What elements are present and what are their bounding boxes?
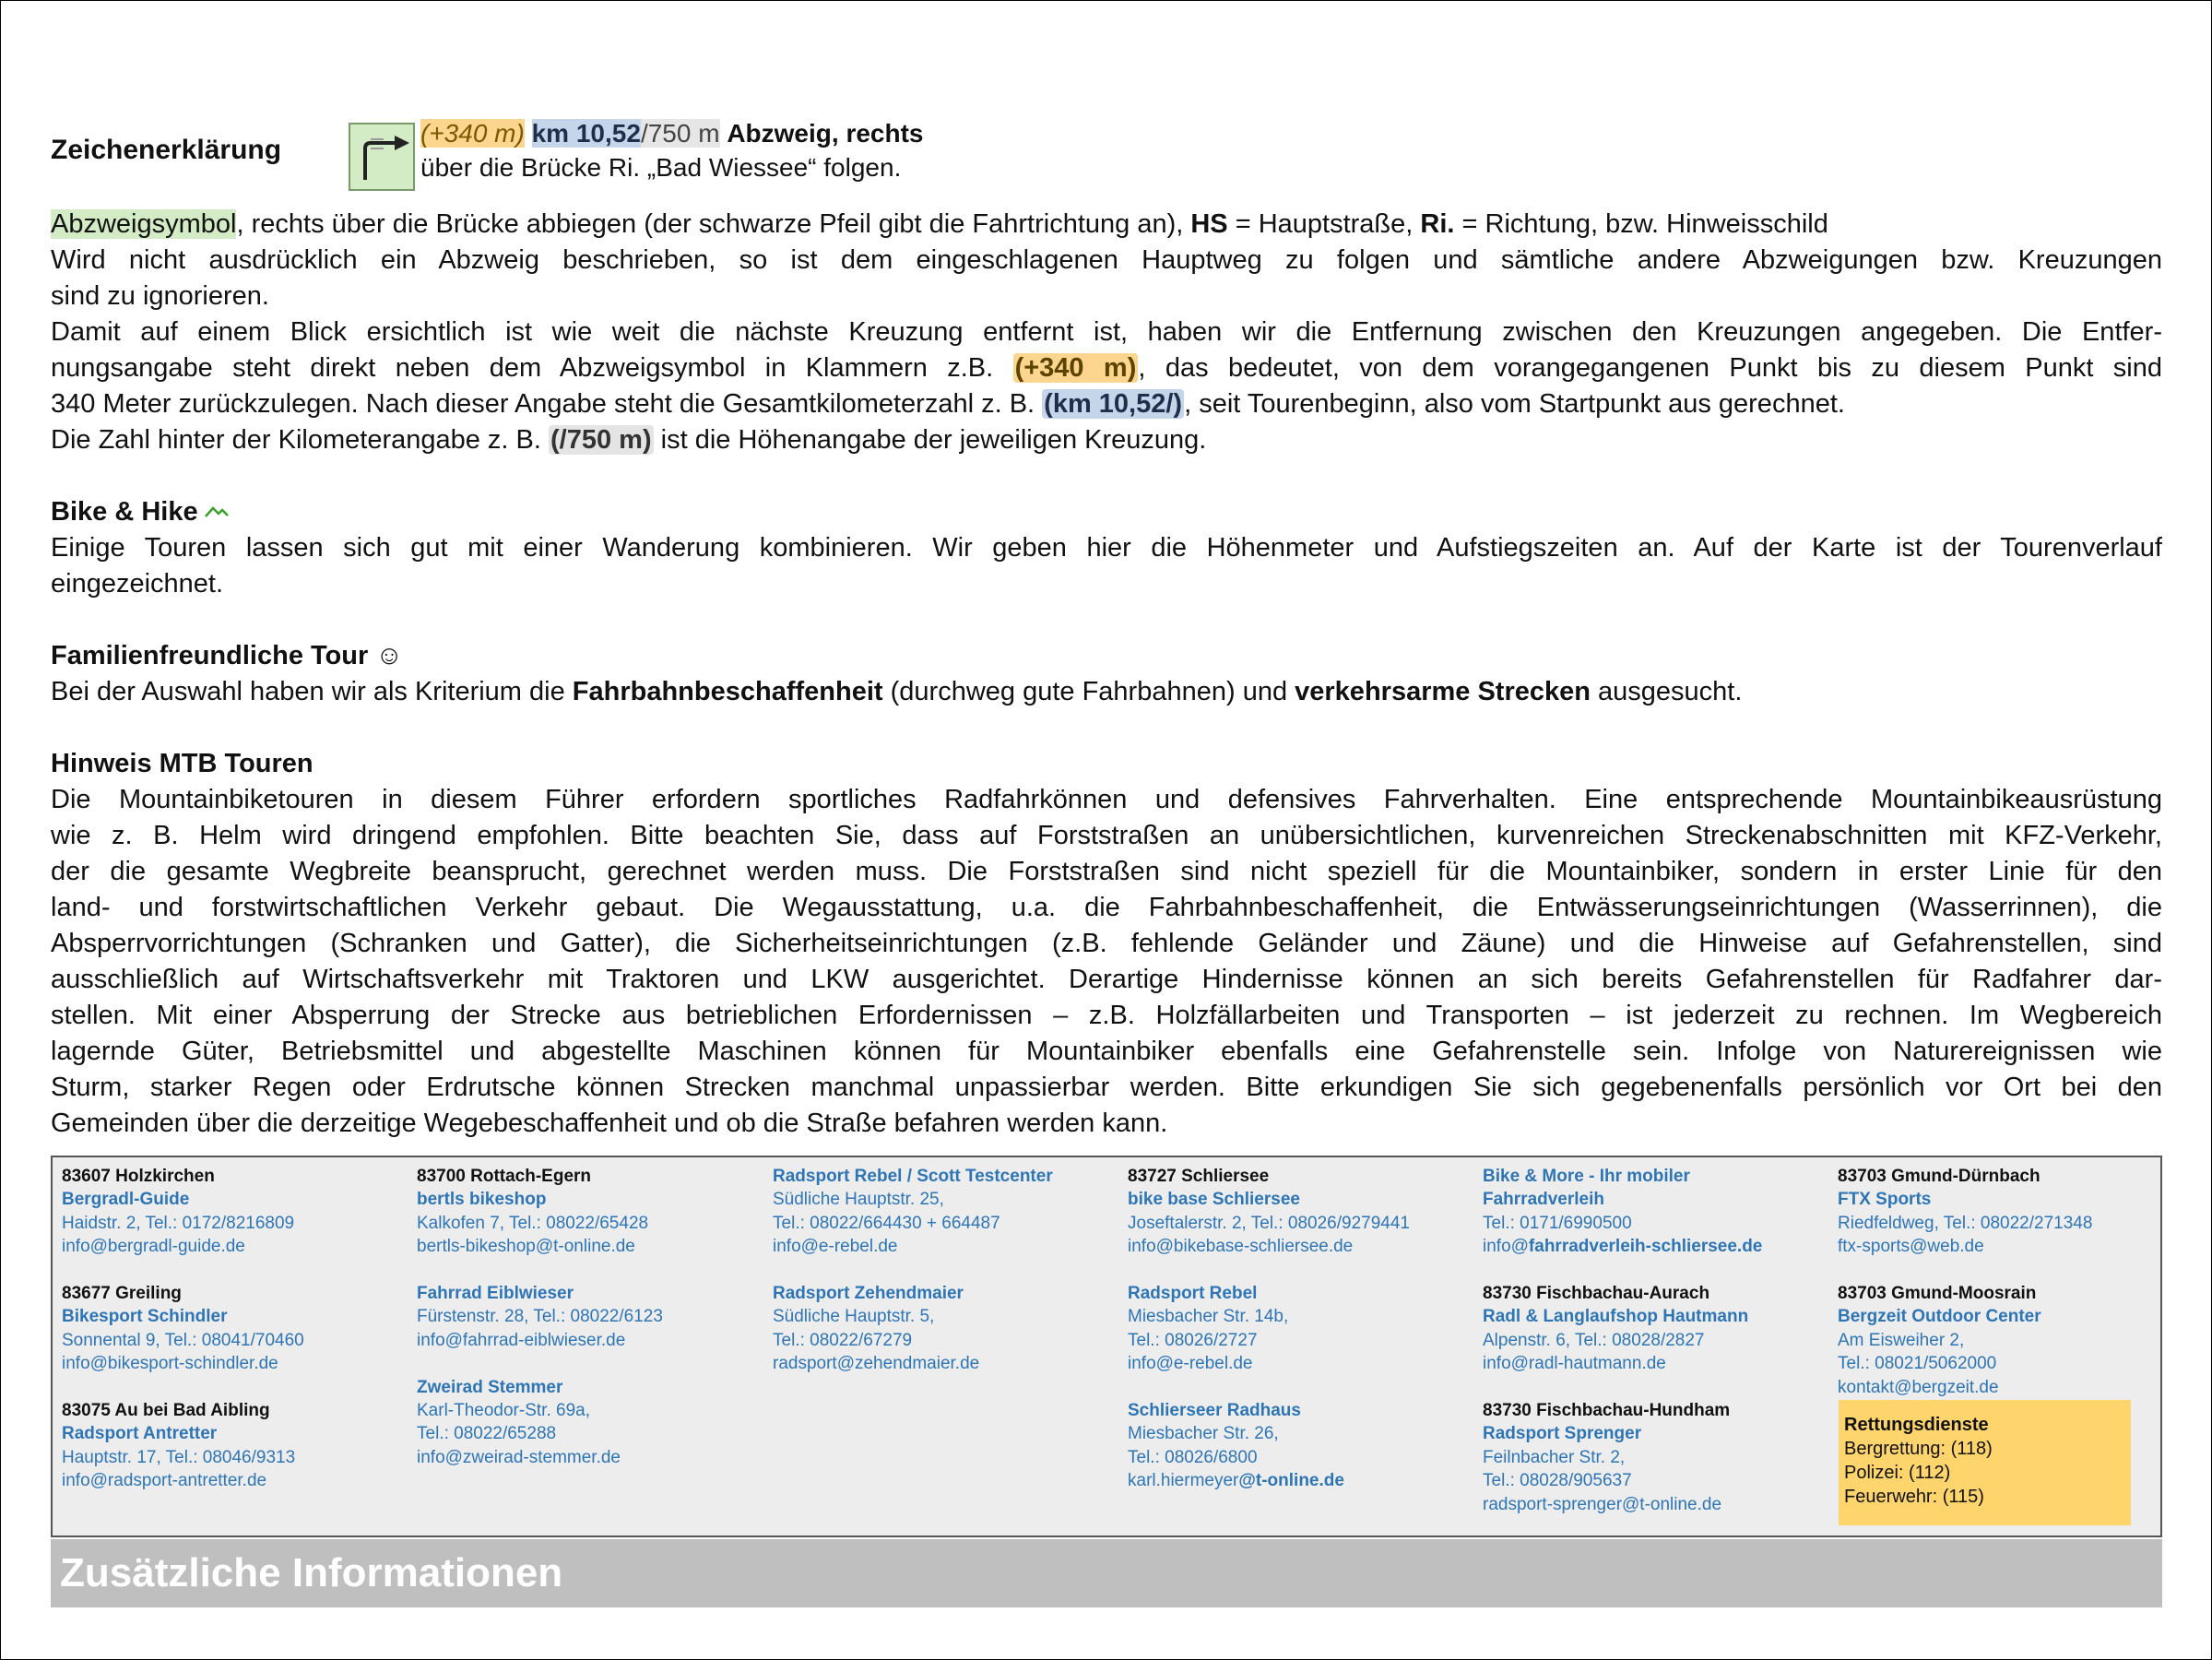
- contacts-column: [1483, 1165, 1833, 1539]
- contact-info: [773, 1212, 1123, 1235]
- rescue-item: Feuerwehr: (115): [1844, 1487, 1984, 1507]
- contact-text: Tel.: 08026/2727: [1128, 1330, 1258, 1350]
- contact-city: [1483, 1282, 1833, 1305]
- contact-email: info@: [1483, 1237, 1529, 1257]
- contact-info: [1483, 1235, 1833, 1258]
- text-line: [51, 530, 2162, 566]
- contact-text: Tel.: 08021/5062000: [1838, 1354, 1997, 1374]
- contact-text: Karl-Theodor-Str. 69a,: [417, 1401, 590, 1421]
- text-line: [51, 746, 2162, 782]
- contact-text: Zweirad Stemmer: [417, 1377, 563, 1397]
- text-segment: eingezeichnet.: [51, 569, 224, 599]
- contact-name: [1838, 1305, 2188, 1328]
- contact-text: Tel.: 08028/905637: [1483, 1471, 1632, 1491]
- contact-entry: [417, 1282, 767, 1352]
- contact-info: [417, 1422, 767, 1445]
- contact-info: [417, 1329, 767, 1352]
- contact-text: Südliche Hauptstr. 25,: [773, 1190, 944, 1210]
- contact-email: info@fahrrad-eiblwieser.de: [417, 1330, 626, 1350]
- text-line: [51, 926, 2162, 962]
- text-line: [51, 602, 2162, 638]
- text-line: [51, 818, 2162, 854]
- contact-city: [1838, 1165, 2188, 1188]
- contact-text: Miesbacher Str. 14b,: [1128, 1307, 1289, 1327]
- contact-text: 83607 Holzkirchen: [62, 1167, 215, 1186]
- contact-name: [1483, 1422, 1833, 1445]
- contact-entry: [1483, 1165, 1833, 1259]
- contact-text: Radsport Rebel / Scott Testcenter: [773, 1167, 1053, 1186]
- contact-entry: [773, 1165, 1123, 1259]
- contact-info: [1838, 1212, 2188, 1235]
- text-segment: land- und forstwirtschaftlichen Verkehr gebaut. Die Wegausstattung, u.a. die Fahrbahnbeschaffenheit, die Entwässerungseinrichtungen (Wasserrinnen), die: [51, 893, 2162, 922]
- contact-text: Sonnental 9, Tel.: 08041/70460: [62, 1330, 304, 1350]
- contact-entry: [1483, 1399, 1833, 1516]
- contact-name: [62, 1422, 412, 1445]
- contact-city: [1128, 1165, 1478, 1188]
- contact-text: karl.hiermeyer: [1128, 1471, 1239, 1491]
- section-title-bar: Zusätzliche Informationen: [51, 1539, 2162, 1607]
- contact-entry: [1128, 1282, 1478, 1376]
- contact-info: [773, 1305, 1123, 1328]
- contact-text: Tel.: 08026/6800: [1128, 1447, 1258, 1467]
- contact-text: Bergzeit Outdoor Center: [1838, 1307, 2041, 1327]
- contact-text: Kalkofen 7, Tel.: 08022/65428: [417, 1213, 649, 1233]
- text-b: Fahrbahnbeschaffenheit: [572, 677, 883, 706]
- contact-text: Tel.: 0171/6990500: [1483, 1213, 1632, 1233]
- contact-name: [417, 1188, 767, 1211]
- contact-city: [62, 1399, 412, 1422]
- text-line: [51, 422, 2162, 458]
- text-segment: , das bedeutet, von dem vorangegangenen Punkt bis zu diesem Punkt sind: [1138, 353, 2162, 383]
- contact-info: [1483, 1212, 1833, 1235]
- contact-info: [62, 1352, 412, 1375]
- contact-email: bertls-bikeshop@t-online.de: [417, 1237, 635, 1257]
- text-segment: = Hauptstraße,: [1227, 209, 1421, 239]
- text-segment: (durchweg gute Fahrbahnen) und: [882, 677, 1295, 706]
- text-segment: Die Mountainbiketouren in diesem Führer erfordern sportliches Radfahrkönnen und defensives Fahrverhalten. Eine entsprechende Mountainbikeausrüstung: [51, 785, 2162, 814]
- text-segment: nungsangabe steht direkt neben dem Abzweigsymbol in Klammern z.B.: [51, 353, 1013, 383]
- contact-name: [1483, 1165, 1833, 1188]
- contact-text: 83677 Greiling: [62, 1284, 182, 1304]
- contact-name: [1128, 1282, 1478, 1305]
- text-segment: der die gesamte Wegbreite beansprucht, gerechnet werden muss. Die Forststraßen sind nicht speziell für die Mountainbiker, sondern in erster Linie für den: [51, 857, 2162, 886]
- contact-entry: [417, 1376, 767, 1470]
- contact-text: Fürstenstr. 28, Tel.: 08022/6123: [417, 1307, 663, 1327]
- text-line: [51, 243, 2162, 279]
- contact-email: info@bikebase-schliersee.de: [1128, 1237, 1354, 1257]
- text-segment: Sturm, starker Regen oder Erdrutsche können Strecken manchmal unpassierbar werden. Bitte erkundigen Sie sich gegebenenfalls persönlich vor Ort bei den: [51, 1073, 2162, 1102]
- contact-text: Tel.: 08022/65288: [417, 1424, 557, 1444]
- text-segment: Damit auf einem Blick ersichtlich ist wie weit die nächste Kreuzung entfernt ist, haben wir die Entfernung zwischen den Kreuzungen angegeben. Die Entfer-: [51, 317, 2162, 347]
- text-segment: Bei der Auswahl haben wir als Kriterium die: [51, 677, 573, 706]
- contact-email: @t-online.de: [1238, 1471, 1344, 1491]
- contact-text: 83730 Fischbachau-Aurach: [1483, 1284, 1710, 1304]
- text-line: [51, 674, 2162, 710]
- contact-text: 83703 Gmund-Dürnbach: [1838, 1167, 2040, 1186]
- contact-text: Joseftalerstr. 2, Tel.: 08026/9279441: [1128, 1213, 1410, 1233]
- text-b: Ri.: [1420, 209, 1455, 239]
- contact-info: [417, 1235, 767, 1258]
- contact-text: Bike & More - Ihr mobiler: [1483, 1167, 1690, 1186]
- contact-city: [417, 1165, 767, 1188]
- text-line: [51, 710, 2162, 746]
- contact-entry: [417, 1165, 767, 1259]
- contact-email: fahrradverleih-schliersee.de: [1528, 1237, 1763, 1257]
- contact-text: Haidstr. 2, Tel.: 0172/8216809: [62, 1213, 295, 1233]
- text-line: [51, 566, 2162, 602]
- text-line: [51, 1106, 2162, 1142]
- text-hlb-grey: (/750 m): [550, 425, 652, 455]
- contact-entry: [1838, 1165, 2188, 1259]
- contact-entry: [1128, 1165, 1478, 1259]
- contact-text: Bergradl-Guide: [62, 1190, 190, 1210]
- contact-entry: [1838, 1282, 2188, 1399]
- text-hlb-blue: (km 10,52/): [1044, 389, 1183, 419]
- contact-email: info@zweirad-stemmer.de: [417, 1447, 621, 1467]
- contact-info: [1128, 1446, 1478, 1469]
- contact-entry: [62, 1282, 412, 1376]
- contact-email: info@radl-hautmann.de: [1483, 1354, 1666, 1374]
- contact-text: Fahrradverleih: [1483, 1190, 1604, 1210]
- contact-text: 83075 Au bei Bad Aibling: [62, 1401, 270, 1421]
- contact-text: 83703 Gmund-Moosrain: [1838, 1284, 2037, 1304]
- contact-city: [1838, 1282, 2188, 1305]
- legend-altitude: /750 m: [640, 119, 720, 148]
- contact-text: 83730 Fischbachau-Hundham: [1483, 1401, 1731, 1421]
- text-b: Familienfreundliche Tour: [51, 641, 369, 670]
- text-segment: lagernde Güter, Betriebsmittel und abgestellte Maschinen können für Mountainbiker ebenfalls eine Gefahrenstelle sein. Infolge von Naturereignissen wie: [51, 1037, 2162, 1066]
- contact-info: [417, 1399, 767, 1422]
- text-line: [51, 386, 2162, 422]
- contact-text: Am Eisweiher 2,: [1838, 1330, 1965, 1350]
- contact-entry: [62, 1399, 412, 1493]
- contact-name: [773, 1282, 1123, 1305]
- contact-name: [62, 1188, 412, 1211]
- contact-text: Radsport Sprenger: [1483, 1424, 1642, 1444]
- contact-info: [1483, 1469, 1833, 1492]
- contact-info: [1128, 1305, 1478, 1328]
- contact-text: Südliche Hauptstr. 5,: [773, 1307, 935, 1327]
- contact-text: Schlierseer Radhaus: [1128, 1401, 1301, 1421]
- contact-info: [62, 1235, 412, 1258]
- text-line: [51, 638, 2162, 674]
- contact-email: info@e-rebel.de: [1128, 1354, 1253, 1374]
- text-segment: Gemeinden über die derzeitige Wegebeschaffenheit und ob die Straße befahren werden kann.: [51, 1109, 1168, 1138]
- text-line: [51, 279, 2162, 314]
- legend-line2: über die Brücke Ri. „Bad Wiessee“ folgen.: [420, 153, 902, 182]
- contact-email: info@e-rebel.de: [773, 1237, 898, 1257]
- contacts-column: [1128, 1165, 1478, 1516]
- text-hlb-orange: (+340 m): [1014, 353, 1137, 383]
- contact-email: radsport@zehendmaier.de: [773, 1354, 980, 1374]
- contact-info: [62, 1446, 412, 1469]
- contact-info: [1483, 1493, 1833, 1516]
- text-segment: ☺: [368, 641, 403, 670]
- contact-info: [1838, 1376, 2188, 1399]
- contact-text: bertls bikeshop: [417, 1190, 547, 1210]
- contacts-box: [51, 1156, 2162, 1537]
- contact-name: [1128, 1399, 1478, 1422]
- text-segment: , rechts über die Brücke abbiegen (der schwarze Pfeil gibt die Fahrtrichtung an),: [236, 209, 1191, 239]
- contact-email: kontakt@bergzeit.de: [1838, 1377, 1999, 1397]
- contact-name: [1128, 1188, 1478, 1211]
- contact-city: [62, 1165, 412, 1188]
- contact-name: [1483, 1188, 1833, 1211]
- text-segment: Die Zahl hinter der Kilometerangabe z. B.: [51, 425, 549, 455]
- contact-text: Fahrrad Eiblwieser: [417, 1284, 574, 1304]
- contact-entry: [62, 1165, 412, 1259]
- text-segment: Wird nicht ausdrücklich ein Abzweig beschrieben, so ist dem eingeschlagenen Hauptweg zu folgen und sämtliche andere Abzweigungen bzw. Kreuzungen: [51, 245, 2162, 275]
- legend-km: km 10,52: [531, 119, 641, 148]
- text-line: [51, 1034, 2162, 1070]
- contact-info: [417, 1212, 767, 1235]
- text-hl-green: Abzweigsymbol: [51, 209, 237, 239]
- contact-city: [62, 1282, 412, 1305]
- contact-text: Radsport Zehendmaier: [773, 1284, 964, 1304]
- text-line: [51, 350, 2162, 386]
- contact-info: [62, 1469, 412, 1492]
- text-segment: = Richtung, bzw. Hinweisschild: [1454, 209, 1828, 239]
- contact-info: [773, 1235, 1123, 1258]
- contact-info: [62, 1212, 412, 1235]
- contact-info: [1128, 1235, 1478, 1258]
- text-line: [51, 962, 2162, 998]
- contacts-column: [1838, 1165, 2188, 1422]
- contact-text: Feilnbacher Str. 2,: [1483, 1447, 1626, 1467]
- contact-name: [62, 1305, 412, 1328]
- contact-info: [1838, 1352, 2188, 1375]
- contact-name: [1838, 1188, 2188, 1211]
- contact-city: [1483, 1399, 1833, 1422]
- legend-label: Abzweig, rechts: [727, 119, 924, 148]
- contact-info: [417, 1305, 767, 1328]
- rescue-item: Bergrettung: (118): [1844, 1439, 1993, 1459]
- contact-name: [773, 1165, 1123, 1188]
- legend-distance: (+340 m): [420, 119, 525, 148]
- contact-text: Radl & Langlaufshop Hautmann: [1483, 1307, 1749, 1327]
- contact-email: radsport-sprenger@t-online.de: [1483, 1494, 1722, 1514]
- contacts-column: [773, 1165, 1123, 1399]
- text-segment: 340 Meter zurückzulegen. Nach dieser Angabe steht die Gesamtkilometerzahl z. B.: [51, 389, 1043, 419]
- contacts-column: [62, 1165, 412, 1516]
- text-segment: Einige Touren lassen sich gut mit einer Wanderung kombinieren. Wir geben hier die Höhenmeter und Aufstiegszeiten an. Auf der Karte ist der Tourenverlauf: [51, 533, 2162, 563]
- text-segment: wie z. B. Helm wird dringend empfohlen. Bitte beachten Sie, dass auf Forststraßen an unübersichtlichen, kurvenreichen Streckenabschnitten mit KFZ-Verkehr,: [51, 821, 2162, 850]
- contact-text: bike base Schliersee: [1128, 1190, 1300, 1210]
- text-line: [51, 494, 2162, 530]
- legend-title: Zeichenerklärung: [51, 135, 282, 165]
- text-segment: ist die Höhenangabe der jeweiligen Kreuzung.: [653, 425, 1207, 455]
- text-b: Hinweis MTB Touren: [51, 749, 313, 778]
- contact-email: ftx-sports@web.de: [1838, 1237, 1984, 1257]
- contact-text: Alpenstr. 6, Tel.: 08028/2827: [1483, 1330, 1705, 1350]
- text-line: [51, 207, 2162, 243]
- contact-info: [1838, 1329, 2188, 1352]
- text-line: [51, 998, 2162, 1034]
- contact-info: [1128, 1212, 1478, 1235]
- rescue-item: Polizei: (112): [1844, 1463, 1951, 1483]
- contact-info: [1128, 1329, 1478, 1352]
- contact-info: [1128, 1422, 1478, 1445]
- contact-text: Miesbacher Str. 26,: [1128, 1424, 1279, 1444]
- contact-text: Tel.: 08022/67279: [773, 1330, 913, 1350]
- contact-info: [773, 1352, 1123, 1375]
- text-line: [51, 854, 2162, 890]
- text-line: [51, 1070, 2162, 1106]
- contact-info: [1128, 1352, 1478, 1375]
- text-b: verkehrsarme Strecken: [1295, 677, 1591, 706]
- text-line: [51, 458, 2162, 494]
- contact-info: [1483, 1352, 1833, 1375]
- contact-info: [1483, 1329, 1833, 1352]
- contact-info: [1838, 1235, 2188, 1258]
- text-line: [51, 890, 2162, 926]
- contact-name: [1483, 1305, 1833, 1328]
- text-segment: sind zu ignorieren.: [51, 281, 269, 311]
- legend-example: [420, 116, 924, 184]
- contact-text: Radsport Antretter: [62, 1424, 218, 1444]
- contact-text: 83700 Rottach-Egern: [417, 1167, 592, 1186]
- text-segment: ausschließlich auf Wirtschaftsverkehr mit Traktoren und LKW ausgerichtet. Derartige Hindernisse können an sich bereits Gefahrenstellen für Radfahrer dar-: [51, 965, 2162, 994]
- contact-text: Riedfeldweg, Tel.: 08022/271348: [1838, 1213, 2093, 1233]
- contact-name: [417, 1282, 767, 1305]
- mountain-hike-icon: [204, 501, 230, 526]
- text-segment: , seit Tourenbeginn, also vom Startpunkt aus gerechnet.: [1184, 389, 1845, 419]
- rescue-title: Rettungsdienste: [1844, 1415, 1989, 1435]
- text-b: HS: [1190, 209, 1228, 239]
- text-b: Bike & Hike: [51, 497, 198, 527]
- contact-info: [62, 1329, 412, 1352]
- contact-info: [773, 1188, 1123, 1211]
- contact-email: info@bergradl-guide.de: [62, 1237, 245, 1257]
- text-segment: stellen. Mit einer Absperrung der Strecke aus betrieblichen Erfordernissen – z.B. Holzfällarbeiten und Transporten – ist jederzeit zu rechnen. Im Wegbereich: [51, 1001, 2162, 1030]
- branch-right-arrow-icon: [349, 123, 415, 191]
- contact-text: Tel.: 08022/664430 + 664487: [773, 1213, 1000, 1233]
- text-segment: Absperrvorrichtungen (Schranken und Gatter), die Sicherheitseinrichtungen (z.B. fehlende Geländer und Zäune) und die Hinweise auf Gefahrenstellen, sind: [51, 929, 2162, 958]
- text-line: [51, 782, 2162, 818]
- contact-info: [1128, 1469, 1478, 1492]
- contact-entry: [773, 1282, 1123, 1376]
- body-text: [51, 207, 2162, 1142]
- contact-entry: [1128, 1399, 1478, 1493]
- contact-email: info@radsport-antretter.de: [62, 1471, 267, 1491]
- text-segment: ausgesucht.: [1590, 677, 1743, 706]
- contact-text: FTX Sports: [1838, 1190, 1932, 1210]
- contact-entry: [1483, 1282, 1833, 1376]
- contact-text: Hauptstr. 17, Tel.: 08046/9313: [62, 1447, 296, 1467]
- text-line: [51, 314, 2162, 350]
- contact-email: info@bikesport-schindler.de: [62, 1354, 278, 1374]
- contact-info: [417, 1446, 767, 1469]
- contact-text: Bikesport Schindler: [62, 1307, 228, 1327]
- contact-text: 83727 Schliersee: [1128, 1167, 1270, 1186]
- contact-info: [773, 1329, 1123, 1352]
- contact-info: [1483, 1446, 1833, 1469]
- contact-name: [417, 1376, 767, 1399]
- contacts-column: [417, 1165, 767, 1493]
- contact-text: Radsport Rebel: [1128, 1284, 1258, 1304]
